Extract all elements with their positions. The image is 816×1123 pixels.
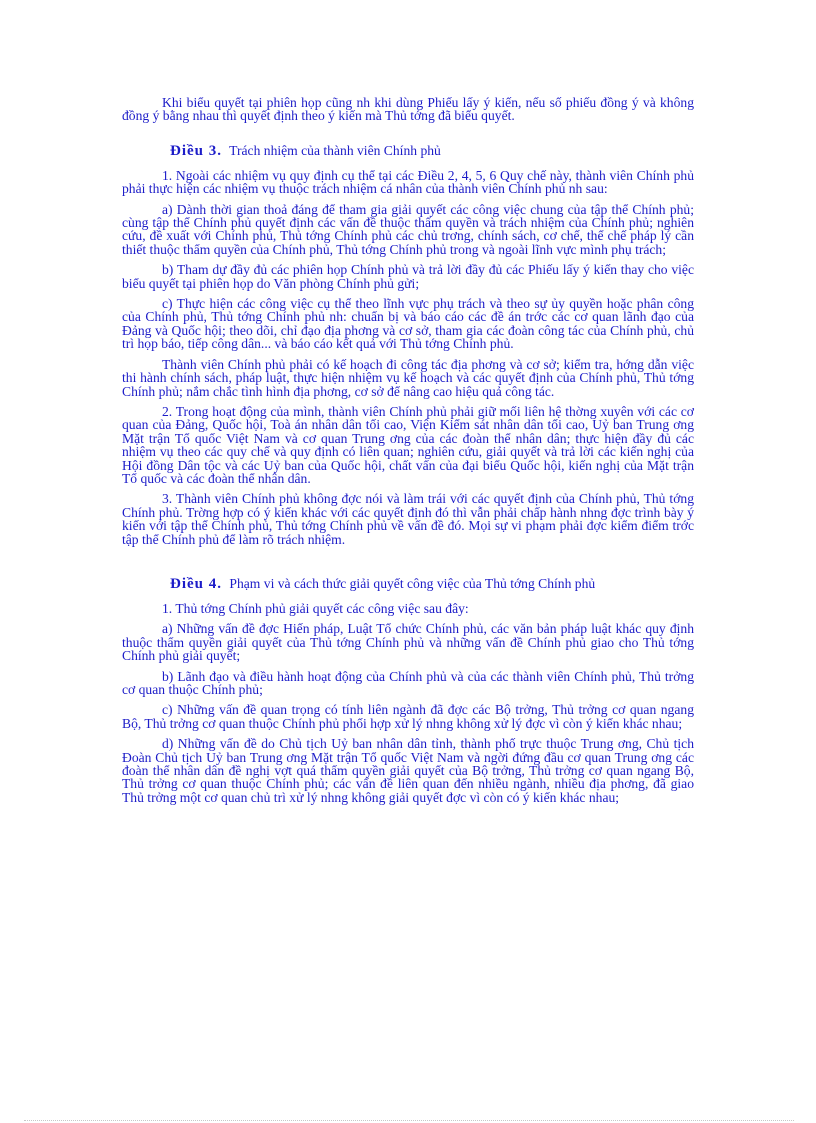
page-bottom-rule: [24, 1120, 794, 1121]
paragraph: b) Lãnh đạo và điều hành hoạt động của Chính phủ và của các thành viên Chính phủ, Thủ trởng cơ quan thuộc Chính phủ;: [122, 668, 694, 697]
article-4-heading: [170, 576, 694, 592]
article-4-title: Phạm vi và cách thức giải quyết công việc của Thủ tớng Chính phủ: [229, 575, 596, 591]
article-3-title: Trách nhiệm của thành viên Chính phủ: [229, 142, 441, 158]
paragraph: 1. Thủ tớng Chính phủ giải quyết các công việc sau đây:: [162, 600, 469, 616]
paragraph: a) Dành thời gian thoả đáng để tham gia giải quyết các công việc chung của tập thể Chính phủ; cùng tập thể Chính phủ quyết định các vấn đề thuộc thẩm quyền và trách nhiệm của Chính phủ; nghiên cứu, đề xuất với Chính phủ, Thủ tớng Chính phủ các chủ trơng, chính sách, cơ chế, thể chế pháp lý cần thiết thuộc thẩm quyền của Chính phủ, Thủ tớng Chính phủ trong và ngoài lĩnh vực mình phụ trách;: [122, 201, 694, 257]
paragraph: 2. Trong hoạt động của mình, thành viên Chính phủ phải giữ mối liên hệ thờng xuyên với các cơ quan của Đảng, Quốc hội, Toà án nhân dân tối cao, Viện Kiểm sát nhân dân tối cao, Uỷ ban Trung ơng Mặt trận Tổ quốc Việt Nam và cơ quan Trung ơng của các đoàn thể nhân dân; thực hiện đầy đủ các nhiệm vụ theo các quy chế và quy định có liên quan; nghiên cứu, giải quyết và trả lời các kiến nghị của Hội đồng Dân tộc và các Uỷ ban của Quốc hội, chất vấn của đại biểu Quốc hội, kiến nghị của Mặt trận Tổ quốc và các đoàn thể nhân dân.: [122, 403, 694, 486]
paragraph: d) Những vấn đề do Chủ tịch Uỷ ban nhân dân tỉnh, thành phố trực thuộc Trung ơng, Chủ tịch Đoàn Chủ tịch Uỷ ban Trung ơng Mặt trận Tổ quốc Việt Nam và ngời đứng đầu cơ quan Trung ơng các đoàn thể nhân dân đề nghị vợt quá thẩm quyền giải quyết của Bộ trởng, Thủ trởng cơ quan ngang Bộ, Thủ trởng cơ quan thuộc Chính phủ; các vấn đề liên quan đến nhiều ngành, nhiều địa phơng, đã giao Thủ trởng một cơ quan chủ trì xử lý nhng không giải quyết đợc vì còn có ý kiến khác nhau;: [122, 736, 694, 805]
document-page: [122, 96, 694, 804]
paragraph: 3. Thành viên Chính phủ không đợc nói và làm trái với các quyết định của Chính phủ, Thủ tớng Chính phủ. Trờng hợp có ý kiến khác với các quyết định đó thì vẫn phải chấp hành nhng đợc trình bày ý kiến với tập thể Chính phủ, Thủ tớng Chính phủ về vấn đề đó. Mọi sự vi phạm phải đợc kiểm điểm trớc tập thể Chính phủ để làm rõ trách nhiệm.: [122, 491, 694, 547]
article-3-number: Điều 3.: [170, 142, 222, 159]
paragraph: 1. Ngoài các nhiệm vụ quy định cụ thể tại các Điều 2, 4, 5, 6 Quy chế này, thành viên Chính phủ phải thực hiện các nhiệm vụ thuộc trách nhiệm cá nhân của thành viên Chính phủ nh sau:: [122, 167, 694, 197]
paragraph: a) Những vấn đề đợc Hiến pháp, Luật Tổ chức Chính phủ, các văn bản pháp luật khác quy định thuộc thẩm quyền giải quyết của Thủ tớng Chính phủ và những vấn đề Chính phủ giao cho Thủ tớng Chính phủ giải quyết;: [122, 621, 694, 664]
paragraph: Thành viên Chính phủ phải có kế hoạch đi công tác địa phơng và cơ sở; kiểm tra, hớng dẫn việc thi hành chính sách, pháp luật, thực hiện nhiệm vụ kế hoạch và các quyết định của Chính phủ, Thủ tớng Chính phủ; nắm chắc tình hình địa phơng, cơ sở để nâng cao hiệu quả công tác.: [122, 356, 694, 399]
paragraph: Khi biểu quyết tại phiên họp cũng nh khi dùng Phiếu lấy ý kiến, nếu số phiếu đồng ý và không đồng ý bằng nhau thì quyết định theo ý kiến mà Thủ tớng đã biểu quyết.: [122, 95, 694, 124]
paragraph: b) Tham dự đầy đủ các phiên họp Chính phủ và trả lời đầy đủ các Phiếu lấy ý kiến thay cho việc biểu quyết tại phiên họp do Văn phòng Chính phủ gửi;: [122, 262, 694, 291]
article-4-number: Điều 4.: [170, 575, 222, 592]
paragraph: c) Thực hiện các công việc cụ thể theo lĩnh vực phụ trách và theo sự ủy quyền hoặc phân công của Chính phủ, Thủ tớng Chính phủ nh: chuẩn bị và báo cáo các đề án trớc các cơ quan lãnh đạo của Đảng và Quốc hội; theo dõi, chỉ đạo địa phơng và cơ sở, tham gia các đoàn công tác của Chính phủ, chủ trì họp báo, tiếp công dân... và báo cáo kết quả với Thủ tớng Chính phủ.: [122, 296, 694, 352]
article-3-heading: [170, 143, 694, 159]
paragraph: c) Những vấn đề quan trọng có tính liên ngành đã đợc các Bộ trởng, Thủ trởng cơ quan ngang Bộ, Thủ trởng cơ quan thuộc Chính phủ phối hợp xử lý nhng không xử lý đợc vì còn ý kiến khác nhau;: [122, 702, 694, 731]
